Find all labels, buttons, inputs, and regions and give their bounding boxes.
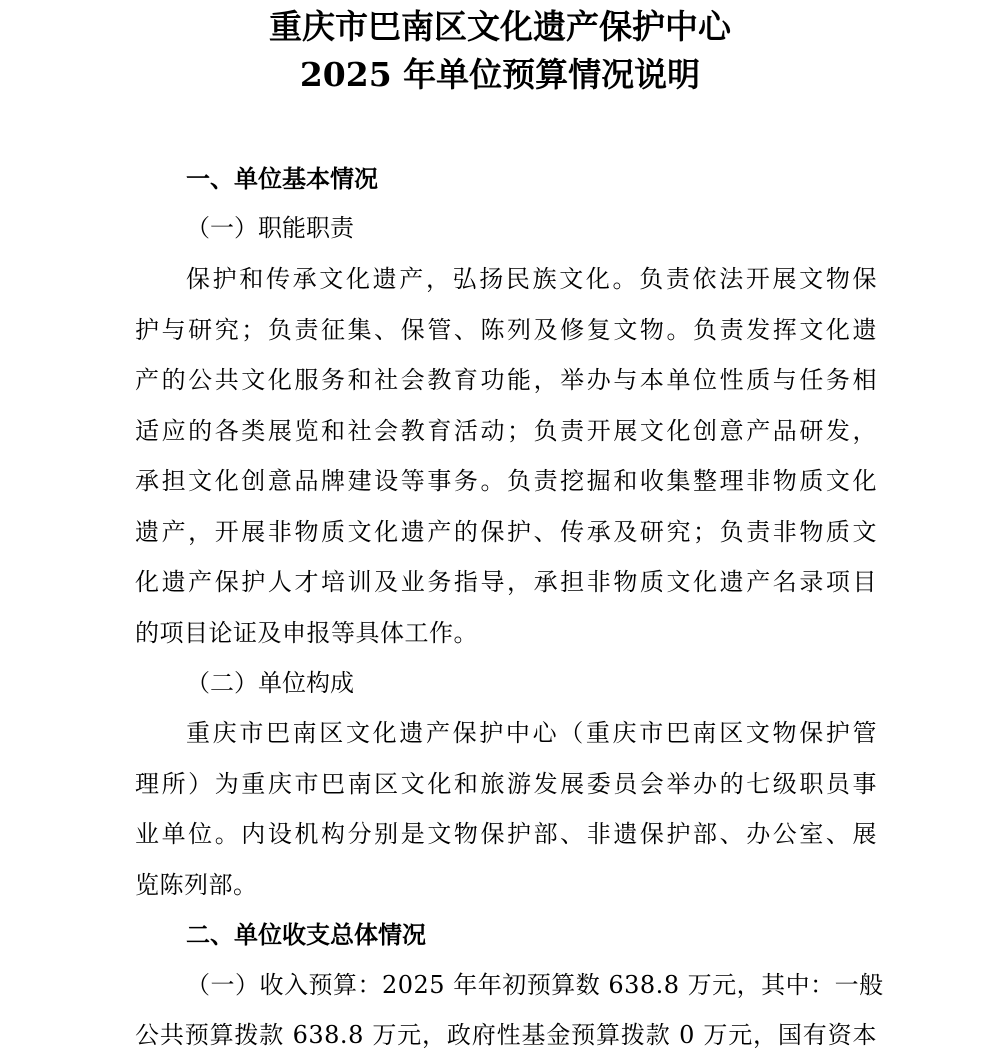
paragraph-line: 保护和传承文化遗产，弘扬民族文化。负责依法开展文物保 [186, 265, 877, 293]
document-title-line-2: 2025 年单位预算情况说明 [299, 55, 701, 94]
paragraph-line: 护与研究；负责征集、保管、陈列及修复文物。负责发挥文化遗 [135, 316, 877, 344]
paragraph-line: 适应的各类展览和社会教育活动；负责开展文化创意产品研发， [135, 417, 877, 445]
paragraph-line: 遗产，开展非物质文化遗产的保护、传承及研究；负责非物质文 [135, 518, 877, 546]
paragraph-line: （一）收入预算：2025 年年初预算数 638.8 万元，其中：一般 [186, 971, 884, 999]
paragraph-line: 业单位。内设机构分别是文物保护部、非遗保护部、办公室、展 [135, 820, 877, 848]
paragraph-line: 理所）为重庆市巴南区文化和旅游发展委员会举办的七级职员事 [135, 770, 877, 798]
section-1-sub-1-heading: （一）职能职责 [186, 214, 354, 242]
paragraph-line: 承担文化创意品牌建设等事务。负责挖掘和收集整理非物质文化 [135, 467, 877, 495]
paragraph-line: 览陈列部。 [135, 871, 258, 899]
section-1-heading: 一、单位基本情况 [186, 164, 378, 193]
paragraph-line: 公共预算拨款 638.8 万元，政府性基金预算拨款 0 万元，国有资本 [135, 1021, 877, 1049]
paragraph-line: 化遗产保护人才培训及业务指导，承担非物质文化遗产名录项目 [135, 568, 877, 596]
paragraph-line: 产的公共文化服务和社会教育功能，举办与本单位性质与任务相 [135, 366, 877, 394]
section-2-heading: 二、单位收支总体情况 [186, 920, 426, 949]
document-title-line-1: 重庆市巴南区文化遗产保护中心 [269, 7, 731, 46]
paragraph-line: 重庆市巴南区文化遗产保护中心（重庆市巴南区文物保护管 [186, 719, 877, 747]
paragraph-line: 的项目论证及申报等具体工作。 [135, 619, 478, 647]
section-1-sub-2-heading: （二）单位构成 [186, 669, 354, 697]
